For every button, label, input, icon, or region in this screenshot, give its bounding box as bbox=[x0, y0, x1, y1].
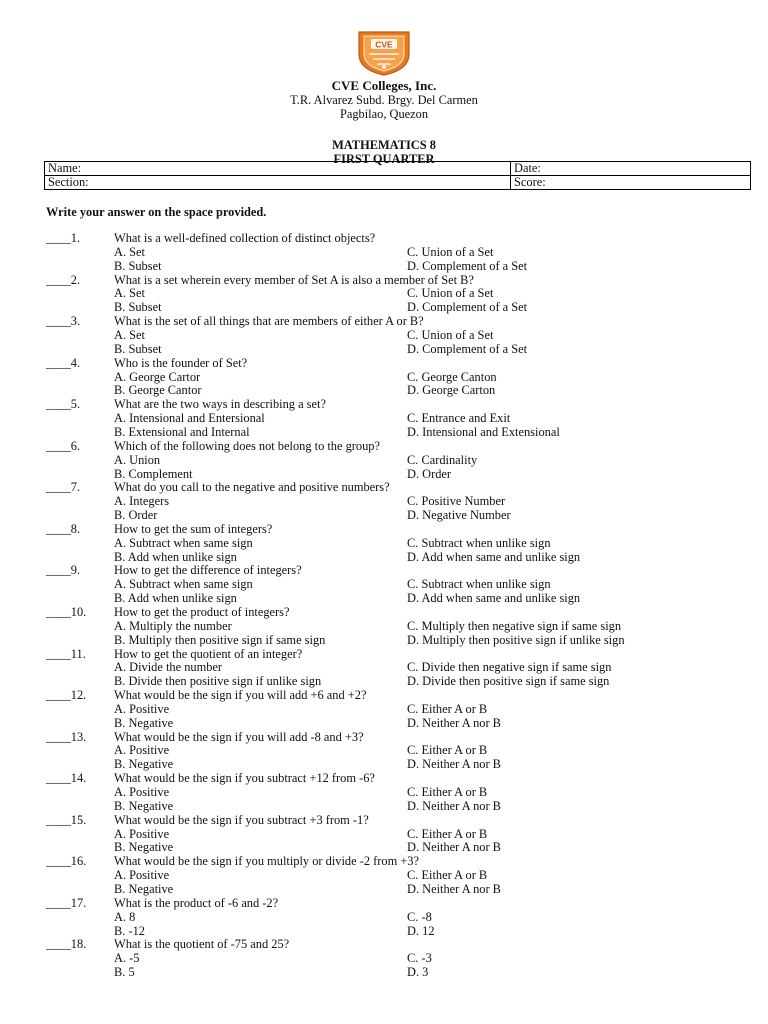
choice-b: B. 5 bbox=[114, 965, 135, 980]
choice-a: A. Set bbox=[114, 327, 145, 342]
choice-d: D. Neither A nor B bbox=[407, 840, 501, 855]
answer-blank[interactable]: ____5. bbox=[46, 397, 81, 412]
choice-d: D. Neither A nor B bbox=[407, 798, 501, 813]
choice-d: D. Intensional and Extensional bbox=[407, 424, 560, 439]
question-text: Who is the founder of Set? bbox=[114, 355, 248, 370]
choice-c: C. Subtract when unlike sign bbox=[407, 535, 551, 550]
question-text: What would be the sign if you will add +6 and +2? bbox=[114, 688, 367, 703]
choice-c: C. Either A or B bbox=[407, 701, 488, 716]
choice-a: A. Subtract when same sign bbox=[114, 577, 253, 592]
choice-b: B. Extensional and Internal bbox=[114, 424, 250, 439]
choice-d: D. Negative Number bbox=[407, 508, 511, 523]
choice-b: B. Negative bbox=[114, 840, 174, 855]
student-info-table bbox=[44, 161, 751, 190]
choice-d: D. Neither A nor B bbox=[407, 757, 501, 772]
question-text: How to get the difference of integers? bbox=[114, 563, 302, 578]
answer-blank[interactable]: ____17. bbox=[46, 895, 87, 910]
logo-text: CVE bbox=[375, 39, 393, 50]
choice-c: C. Union of a Set bbox=[407, 327, 494, 342]
choice-c: C. -3 bbox=[407, 951, 432, 966]
answer-blank[interactable]: ____12. bbox=[46, 688, 87, 703]
choice-b: B. Subset bbox=[114, 341, 162, 356]
answer-blank[interactable]: ____2. bbox=[46, 272, 81, 287]
choice-b: B. Order bbox=[114, 508, 158, 523]
choice-d: D. 12 bbox=[407, 923, 435, 938]
choice-d: D. Neither A nor B bbox=[407, 715, 501, 730]
choice-b: B. Negative bbox=[114, 757, 174, 772]
question-text: What would be the sign if you subtract +12 from -6? bbox=[114, 771, 375, 786]
question-text: What is the quotient of -75 and 25? bbox=[114, 937, 290, 952]
answer-blank[interactable]: ____13. bbox=[46, 729, 87, 744]
answer-blank[interactable]: ____9. bbox=[46, 563, 81, 578]
choice-a: A. Positive bbox=[114, 826, 170, 841]
choice-c: C. Subtract when unlike sign bbox=[407, 577, 551, 592]
answer-blank[interactable]: ____3. bbox=[46, 314, 81, 329]
choice-b: B. Negative bbox=[114, 798, 174, 813]
choice-c: C. Either A or B bbox=[407, 785, 488, 800]
choice-a: A. 8 bbox=[114, 909, 136, 924]
choice-d: D. Complement of a Set bbox=[407, 258, 528, 273]
choice-c: C. Union of a Set bbox=[407, 244, 494, 259]
choice-c: C. Either A or B bbox=[407, 743, 488, 758]
choice-a: A. -5 bbox=[114, 951, 140, 966]
score-field[interactable]: Score: bbox=[511, 176, 751, 190]
question-text: Which of the following does not belong to the group? bbox=[114, 438, 380, 453]
choice-a: A. Positive bbox=[114, 743, 170, 758]
answer-blank[interactable]: ____7. bbox=[46, 480, 81, 495]
choice-a: A. Union bbox=[114, 452, 161, 467]
exam-quarter: FIRST QUARTER bbox=[333, 152, 435, 166]
question-text: What are the two ways in describing a set? bbox=[114, 397, 326, 412]
answer-blank[interactable]: ____14. bbox=[46, 771, 87, 786]
choice-b: B. George Cantor bbox=[114, 383, 202, 398]
question-text: What would be the sign if you multiply or divide -2 from +3? bbox=[114, 854, 419, 869]
choice-c: C. George Canton bbox=[407, 369, 497, 384]
choice-a: A. Multiply the number bbox=[114, 618, 232, 633]
choice-b: B. Add when unlike sign bbox=[114, 591, 237, 606]
answer-blank[interactable]: ____10. bbox=[46, 604, 87, 619]
choice-d: D. Multiply then positive sign if unlike sign bbox=[407, 632, 625, 647]
choice-b: B. Subset bbox=[114, 300, 162, 315]
choice-b: B. Negative bbox=[114, 715, 174, 730]
answer-blank[interactable]: ____4. bbox=[46, 355, 81, 370]
date-field[interactable]: Date: bbox=[511, 162, 751, 176]
school-address-line1: T.R. Alvarez Subd. Brgy. Del Carmen bbox=[290, 93, 478, 107]
question-text: What do you call to the negative and positive numbers? bbox=[114, 480, 390, 495]
choice-a: A. Positive bbox=[114, 868, 170, 883]
choice-d: D. Add when same and unlike sign bbox=[407, 549, 581, 564]
choice-c: C. Either A or B bbox=[407, 826, 488, 841]
choice-c: C. Either A or B bbox=[407, 868, 488, 883]
choice-b: B. Add when unlike sign bbox=[114, 549, 237, 564]
question-text: What is a well-defined collection of distinct objects? bbox=[114, 231, 376, 245]
answer-blank[interactable]: ____15. bbox=[46, 812, 87, 827]
choice-a: A. Subtract when same sign bbox=[114, 535, 253, 550]
question-text: What would be the sign if you will add -8 and +3? bbox=[114, 729, 364, 744]
question-text: What would be the sign if you subtract +3 from -1? bbox=[114, 812, 369, 827]
choice-a: A. Positive bbox=[114, 785, 170, 800]
choice-d: D. Add when same and unlike sign bbox=[407, 591, 581, 606]
answer-blank[interactable]: ____11. bbox=[46, 646, 86, 661]
choice-c: C. Cardinality bbox=[407, 452, 478, 467]
exam-subject: MATHEMATICS 8 bbox=[332, 138, 436, 152]
question-text: What is a set wherein every member of Set A is also a member of Set B? bbox=[114, 272, 474, 287]
choice-b: B. Negative bbox=[114, 882, 174, 897]
question-text: What is the product of -6 and -2? bbox=[114, 895, 279, 910]
question-text: What is the set of all things that are members of either A or B? bbox=[114, 314, 424, 329]
choice-a: A. George Cartor bbox=[114, 369, 201, 384]
answer-blank[interactable]: ____8. bbox=[46, 521, 81, 536]
instructions: Write your answer on the space provided. bbox=[46, 205, 267, 219]
choice-a: A. Divide the number bbox=[114, 660, 223, 675]
answer-blank[interactable]: ____18. bbox=[46, 937, 87, 952]
choice-d: D. Neither A nor B bbox=[407, 882, 501, 897]
choice-d: D. Divide then positive sign if same sign bbox=[407, 674, 610, 689]
choice-a: A. Intensional and Entersional bbox=[114, 411, 265, 426]
section-field[interactable]: Section: bbox=[45, 176, 511, 190]
choice-b: B. Subset bbox=[114, 258, 162, 273]
choice-d: D. Complement of a Set bbox=[407, 300, 528, 315]
choice-b: B. Divide then positive sign if unlike sign bbox=[114, 674, 322, 689]
answer-blank[interactable]: ____6. bbox=[46, 438, 81, 453]
answer-blank[interactable]: ____16. bbox=[46, 854, 87, 869]
choice-a: A. Positive bbox=[114, 701, 170, 716]
name-field[interactable]: Name: bbox=[45, 162, 511, 176]
choice-b: B. Multiply then positive sign if same sign bbox=[114, 632, 326, 647]
choice-a: A. Set bbox=[114, 286, 145, 301]
choice-d: D. Order bbox=[407, 466, 452, 481]
choice-c: C. Entrance and Exit bbox=[407, 411, 511, 426]
question-text: How to get the sum of integers? bbox=[114, 521, 273, 536]
choice-c: C. Divide then negative sign if same sign bbox=[407, 660, 612, 675]
choice-b: B. Complement bbox=[114, 466, 193, 481]
choice-c: C. Multiply then negative sign if same sign bbox=[407, 618, 622, 633]
answer-blank[interactable]: ____1. bbox=[46, 231, 81, 245]
choice-c: C. Positive Number bbox=[407, 494, 506, 509]
choice-d: D. 3 bbox=[407, 965, 429, 980]
choice-a: A. Set bbox=[114, 244, 145, 259]
school-address-line2: Pagbilao, Quezon bbox=[339, 107, 429, 121]
choice-d: D. George Carton bbox=[407, 383, 496, 398]
question-text: How to get the product of integers? bbox=[114, 604, 290, 619]
choice-b: B. -12 bbox=[114, 923, 145, 938]
choice-c: C. -8 bbox=[407, 909, 432, 924]
choice-c: C. Union of a Set bbox=[407, 286, 494, 301]
question-text: How to get the quotient of an integer? bbox=[114, 646, 303, 661]
choice-d: D. Complement of a Set bbox=[407, 341, 528, 356]
school-logo bbox=[356, 30, 412, 76]
school-name: CVE Colleges, Inc. bbox=[331, 78, 437, 93]
choice-a: A. Integers bbox=[114, 494, 170, 509]
